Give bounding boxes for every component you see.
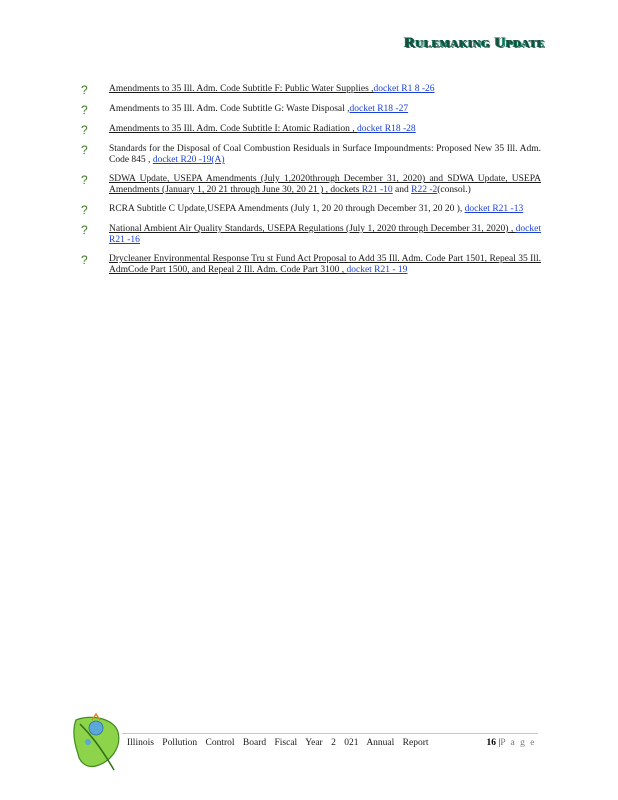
bullet-glyph: ? — [81, 103, 88, 117]
bullet-glyph: ? — [81, 173, 88, 187]
docket-link[interactable]: docket R18 -27 — [349, 104, 409, 114]
bullet-glyph: ? — [81, 83, 88, 97]
list-item — [81, 144, 541, 166]
list-item-text: Amendments to 35 Ill. Adm. Code Subtitle I: Atomic Radiation , docket R18 -28 — [109, 124, 416, 134]
page-number: 16 — [486, 738, 496, 748]
docket-link[interactable]: docket R20 -19(A) — [152, 155, 225, 165]
list-item — [81, 174, 541, 196]
list-item-text: Amendments to 35 Ill. Adm. Code Subtitle F: Public Water Supplies ,docket R1 8 -26 — [109, 84, 435, 94]
docket-link[interactable]: docket R21 -13 — [464, 204, 524, 214]
list-item — [81, 204, 541, 216]
bullet-glyph: ? — [81, 253, 88, 267]
list-item — [81, 84, 541, 96]
page-separator: | — [495, 738, 501, 748]
docket-link[interactable]: docket R21 - 19 — [346, 265, 408, 275]
bullet-glyph: ? — [81, 143, 88, 157]
footer-divider — [122, 733, 538, 734]
list-item — [81, 124, 541, 136]
docket-link[interactable]: docket R21 -16 — [109, 224, 541, 245]
list-item-text: SDWA Update, USEPA Amendments (July 1,2020through December 31, 2020) and SDWA Update, USEPA Amendments (January 1, 20 21 through June 30, 20 21 ) , dockets R21 -10 and R22 -2(consol.) — [109, 174, 541, 195]
leaf-logo-icon — [70, 710, 122, 772]
list-item — [81, 104, 541, 116]
docket-link[interactable]: docket R18 -28 — [357, 124, 416, 134]
list-item-text: Drycleaner Environmental Response Tru st Fund Act Proposal to Add 35 Ill. Adm. Code Part 1501, Repeal 35 Ill. AdmCode Part 1500, and Repeal 2 Ill. Adm. Code Part 3100 , docket R21 - 19 — [109, 254, 541, 275]
bullet-glyph: ? — [81, 223, 88, 237]
list-item-text: National Ambient Air Quality Standards, USEPA Regulations (July 1, 2020 through December 31, 2020) , docket R21 -16 — [109, 224, 541, 245]
bullet-glyph: ? — [81, 203, 88, 217]
rulemaking-list — [81, 84, 541, 284]
docket-link[interactable]: R21 -10 — [361, 185, 393, 195]
list-item — [81, 224, 541, 246]
bullet-glyph: ? — [81, 123, 88, 137]
page-word: P a g e — [500, 738, 536, 748]
footer-report-title: Illinois Pollution Control Board Fiscal Year 2 021 Annual Report — [127, 738, 429, 748]
docket-link[interactable]: R22 -2 — [411, 185, 438, 195]
page-header-title: Rulemaking Update — [404, 35, 545, 51]
list-item-text: Amendments to 35 Ill. Adm. Code Subtitle G: Waste Disposal ,docket R18 -27 — [109, 104, 409, 114]
docket-link[interactable]: docket R1 8 -26 — [373, 84, 435, 94]
footer-page-indicator — [486, 738, 536, 748]
list-item — [81, 254, 541, 276]
list-item-text: RCRA Subtitle C Update,USEPA Amendments (July 1, 20 20 through December 31, 20 20 ), docket R21 -13 — [109, 204, 524, 214]
list-item-text: Standards for the Disposal of Coal Combustion Residuals in Surface Impoundments: Proposed New 35 Ill. Adm. Code 845 , docket R20 -19(A) — [109, 144, 541, 165]
